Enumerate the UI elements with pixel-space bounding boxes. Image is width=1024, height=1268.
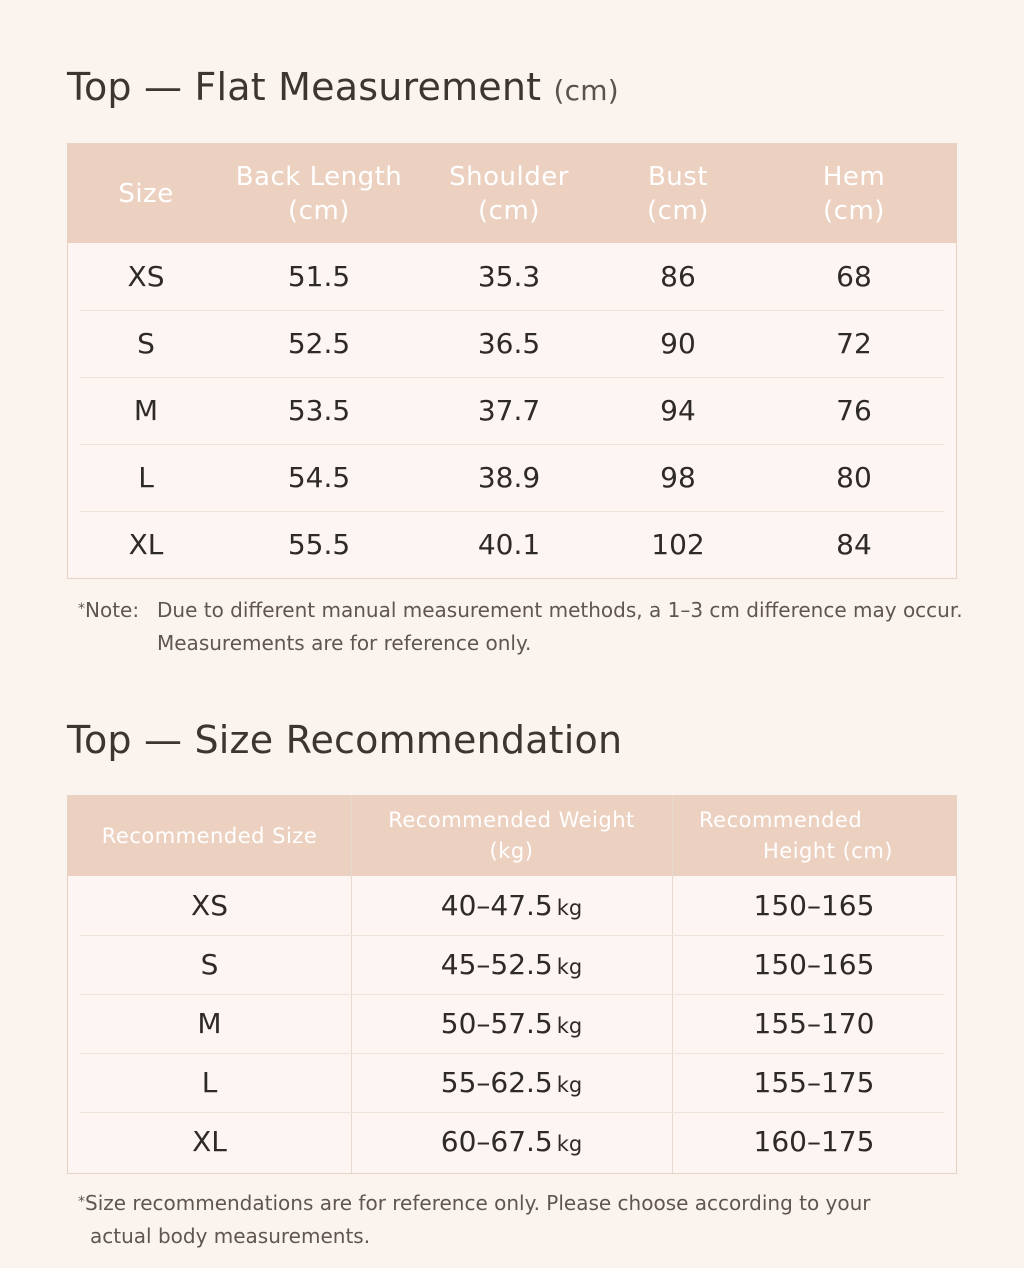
header-recommended-weight (351, 805, 672, 867)
weight-cell (351, 1007, 672, 1040)
shoulder-cell: 38.9 (477, 461, 541, 494)
note-line-1: Due to different manual measurement methods, a 1–3 cm difference may occur. (157, 598, 963, 622)
back-length-cell: 55.5 (287, 528, 351, 561)
header-recommended-height-label: Recommended (699, 808, 863, 832)
back-length-cell: 52.5 (287, 327, 351, 360)
table-row (68, 444, 956, 511)
bust-cell: 94 (660, 394, 696, 427)
flat-measurement-header-row (68, 144, 956, 243)
header-shoulder-unit: (cm) (478, 195, 540, 226)
weight-unit: kg (556, 1132, 583, 1156)
weight-unit: kg (556, 896, 583, 920)
shoulder-cell: 37.7 (477, 394, 541, 427)
shoulder-cell: 36.5 (477, 327, 541, 360)
note-label-text: Note: (85, 598, 140, 622)
header-back-length-unit: (cm) (288, 195, 350, 226)
size-cell: L (138, 461, 154, 494)
header-recommended-height (672, 805, 956, 867)
table-row (68, 876, 956, 935)
hem-cell: 68 (836, 260, 872, 293)
header-size (68, 177, 224, 211)
size-recommendation-title: Top — Size Recommendation (67, 718, 623, 762)
weight-value: 60–67.5 (440, 1125, 553, 1158)
height-cell: 150–165 (753, 948, 875, 981)
header-shoulder-label: Shoulder (449, 161, 569, 192)
weight-unit: kg (556, 1073, 583, 1097)
header-hem-label: Hem (822, 161, 886, 192)
height-cell: 150–165 (753, 889, 875, 922)
weight-cell (351, 889, 672, 922)
table-row (68, 935, 956, 994)
size-recommendation-table (67, 795, 957, 1174)
header-recommended-size (68, 821, 351, 852)
recommendation-note (78, 1186, 958, 1253)
header-shoulder (414, 160, 604, 228)
header-bust (604, 160, 752, 228)
header-bust-unit: (cm) (647, 195, 709, 226)
height-cell: 155–170 (753, 1007, 875, 1040)
back-length-cell: 53.5 (287, 394, 351, 427)
size-cell: XL (192, 1125, 227, 1158)
header-back-length-label: Back Length (235, 161, 403, 192)
weight-cell (351, 1066, 672, 1099)
note-asterisk: * (78, 1194, 85, 1210)
header-recommended-weight-label: Recommended Weight (388, 808, 635, 832)
table-row (68, 243, 956, 310)
header-recommended-size-label: Recommended Size (101, 823, 318, 848)
table-row (68, 994, 956, 1053)
size-cell: L (201, 1066, 218, 1099)
note-line-2: Measurements are for reference only. (157, 631, 532, 655)
header-hem (752, 160, 956, 228)
weight-value: 55–62.5 (440, 1066, 553, 1099)
header-bust-label: Bust (647, 161, 709, 192)
flat-measurement-title-text: Top — Flat Measurement (67, 65, 542, 109)
bust-cell: 98 (660, 461, 696, 494)
size-cell: S (200, 948, 219, 981)
shoulder-cell: 35.3 (477, 260, 541, 293)
table-row (68, 1053, 956, 1112)
size-cell: M (133, 394, 159, 427)
weight-unit: kg (556, 1014, 583, 1038)
size-recommendation-header-row (68, 796, 956, 876)
hem-cell: 76 (836, 394, 872, 427)
table-row (68, 310, 956, 377)
header-size-label: Size (118, 178, 174, 209)
weight-value: 45–52.5 (440, 948, 553, 981)
table-row (68, 511, 956, 578)
flat-measurement-title-unit: (cm) (553, 74, 619, 107)
measurement-note (78, 593, 998, 660)
height-cell: 160–175 (753, 1125, 875, 1158)
hem-cell: 84 (836, 528, 872, 561)
header-recommended-weight-unit: (kg) (489, 839, 534, 863)
flat-measurement-table (67, 143, 957, 579)
note-label (78, 593, 157, 627)
size-cell: XL (128, 528, 164, 561)
weight-cell (351, 1125, 672, 1158)
weight-value: 40–47.5 (440, 889, 553, 922)
back-length-cell: 54.5 (287, 461, 351, 494)
header-back-length (224, 160, 414, 228)
back-length-cell: 51.5 (287, 260, 351, 293)
bust-cell: 90 (660, 327, 696, 360)
note-asterisk: * (78, 601, 85, 617)
shoulder-cell: 40.1 (477, 528, 541, 561)
hem-cell: 72 (836, 327, 872, 360)
table-row (68, 1112, 956, 1171)
flat-measurement-title (67, 65, 619, 109)
height-cell: 155–175 (753, 1066, 875, 1099)
header-hem-unit: (cm) (823, 195, 885, 226)
note-line-1: Size recommendations are for reference only. Please choose according to your (85, 1191, 871, 1215)
note-line-2: actual body measurements. (90, 1224, 371, 1248)
weight-value: 50–57.5 (440, 1007, 553, 1040)
header-recommended-height-unit: Height (cm) (763, 839, 893, 863)
size-cell: S (137, 327, 155, 360)
table-row (68, 377, 956, 444)
size-cell: XS (127, 260, 165, 293)
weight-cell (351, 948, 672, 981)
weight-unit: kg (556, 955, 583, 979)
size-cell: XS (191, 889, 228, 922)
hem-cell: 80 (836, 461, 872, 494)
size-cell: M (197, 1007, 222, 1040)
bust-cell: 86 (660, 260, 696, 293)
bust-cell: 102 (651, 528, 705, 561)
